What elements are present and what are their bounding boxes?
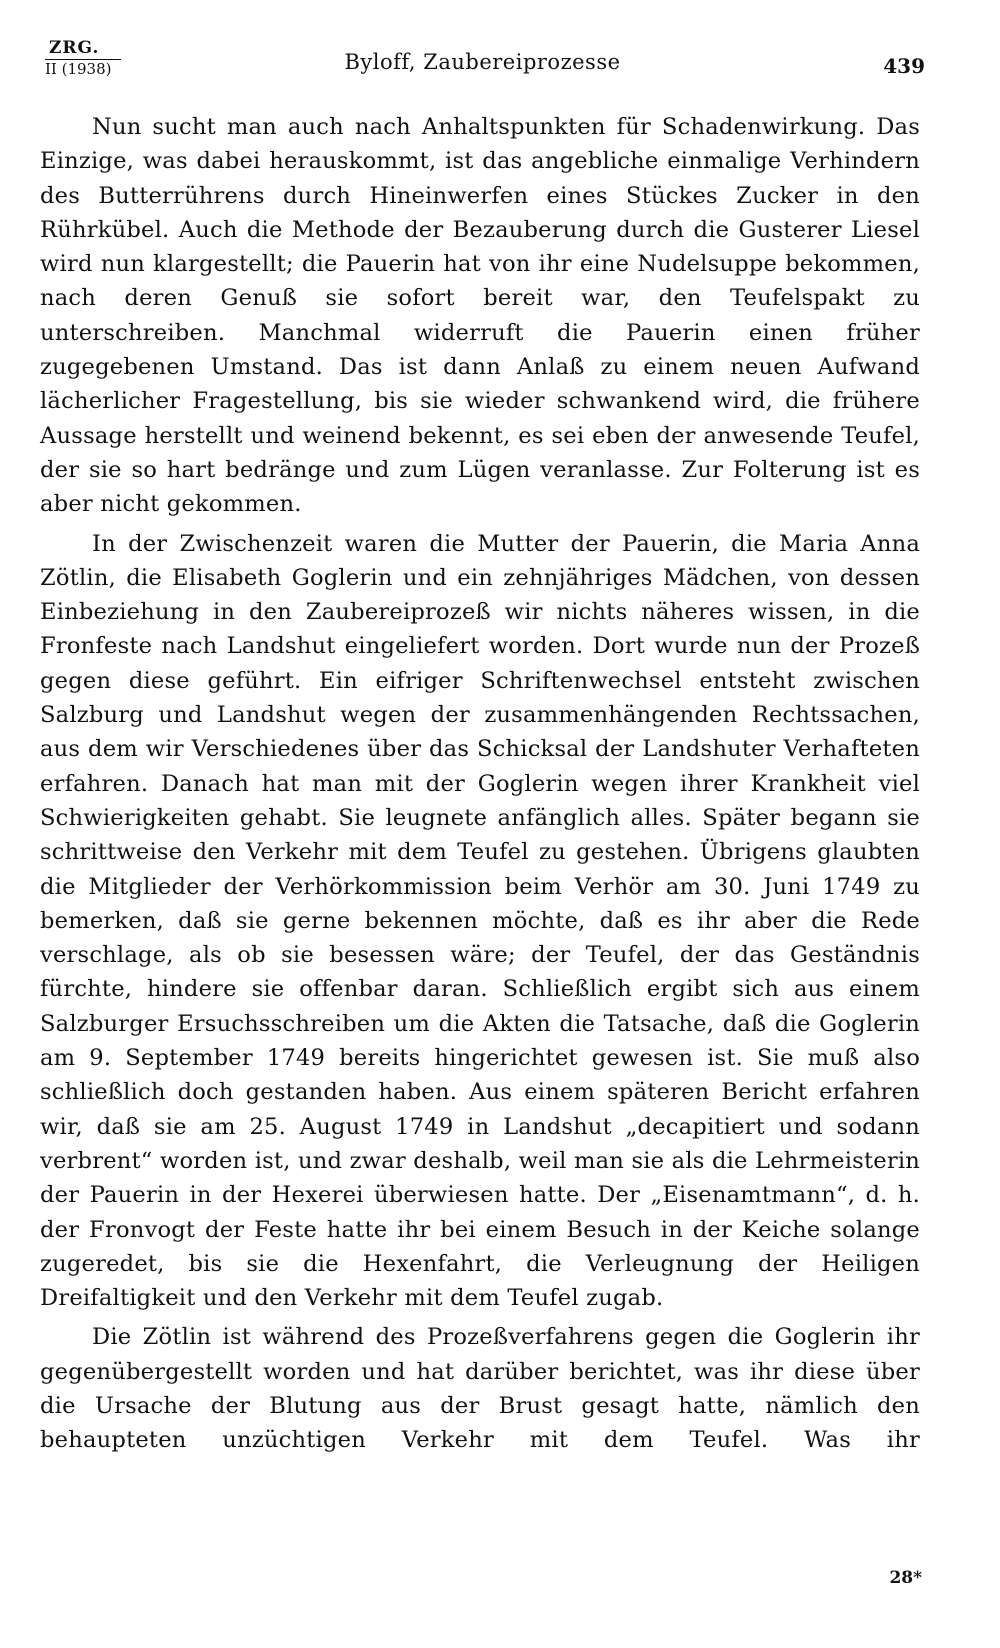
journal-volume: II (1938) xyxy=(45,60,112,78)
page-number: 439 xyxy=(883,54,925,78)
running-title: Byloff, Zaubereiprozesse xyxy=(344,50,621,74)
signature-mark: 28* xyxy=(889,1568,922,1588)
paragraph-3: Die Zötlin ist während des Prozeßverfahrens gegen die Goglerin ihr gegenübergestellt worden und hat darüber berichtet, was ihr diese über die Ursache der Blutung aus der Brust gesagt hatte, nämlich den behaupteten unzüchtigen Verkehr mit dem Teufel. Was ihr xyxy=(40,1324,920,1454)
journal-abbreviation: ZRG. xyxy=(49,38,100,58)
page-header xyxy=(40,38,925,88)
paragraph-2: In der Zwischenzeit waren die Mutter der Pauerin, die Maria Anna Zötlin, die Elisabeth Goglerin und ein zehnjähriges Mädchen, von dessen Einbeziehung in den Zaubereiprozeß wir nichts näheres wissen, in die Fronfeste nach Landshut eingeliefert worden. Dort wurde nun der Prozeß gegen diese geführt. Ein eifriger Schriftenwechsel entsteht zwischen Salzburg und Landshut wegen der zusammenhängenden Rechtssachen, aus dem wir Verschiedenes über das Schicksal der Landshuter Verhafteten erfahren. Danach hat man mit der Goglerin wegen ihrer Krankheit viel Schwierigkeiten gehabt. Sie leugnete anfänglich alles. Später begann sie schrittweise den Verkehr mit dem Teufel zu gestehen. Übrigens glaubten die Mitglieder der Verhörkommission beim Verhör am 30. Juni 1749 zu bemerken, daß sie gerne bekennen möchte, daß es ihr aber die Rede verschlage, als ob sie besessen wäre; der Teufel, der das Geständnis fürchte, hindere sie offenbar daran. Schließlich ergibt sich aus einem Salzburger Ersuchsschreiben um die Akten die Tatsache, daß die Goglerin am 9. September 1749 bereits hingerichtet gewesen ist. Sie muß also schließlich doch gestanden haben. Aus einem späteren Bericht erfahren wir, daß sie am 25. August 1749 in Landshut „decapitiert und sodann verbrent“ worden ist, und zwar deshalb, weil man sie als die Lehrmeisterin der Pauerin in der Hexerei überwiesen hatte. Der „Eisenamtmann“, d. h. der Fronvogt der Feste hatte ihr bei einem Besuch in der Keiche solange zugeredet, bis sie die Hexenfahrt, die Verleugnung der Heiligen Dreifaltigkeit und den Verkehr mit dem Teufel zugab. xyxy=(40,530,920,1312)
body-text xyxy=(40,110,920,1458)
paragraph-1: Nun sucht man auch nach Anhaltspunkten für Schadenwirkung. Das Einzige, was dabei herauskommt, ist das angebliche einmalige Verhindern des Butterrührens durch Hineinwerfen eines Stückes Zucker in den Rührkübel. Auch die Methode der Bezauberung durch die Gusterer Liesel wird nun klargestellt; die Pauerin hat von ihr eine Nudelsuppe bekommen, nach deren Genuß sie sofort bereit war, den Teufelspakt zu unterschreiben. Manchmal widerruft die Pauerin einen früher zugegebenen Umstand. Das ist dann Anlaß zu einem neuen Aufwand lächerlicher Fragestellung, bis sie wieder schwankend wird, die frühere Aussage herstellt und weinend bekennt, es sei eben der anwesende Teufel, der sie so hart bedränge und zum Lügen veranlasse. Zur Folterung ist es aber nicht gekommen. xyxy=(40,114,920,518)
